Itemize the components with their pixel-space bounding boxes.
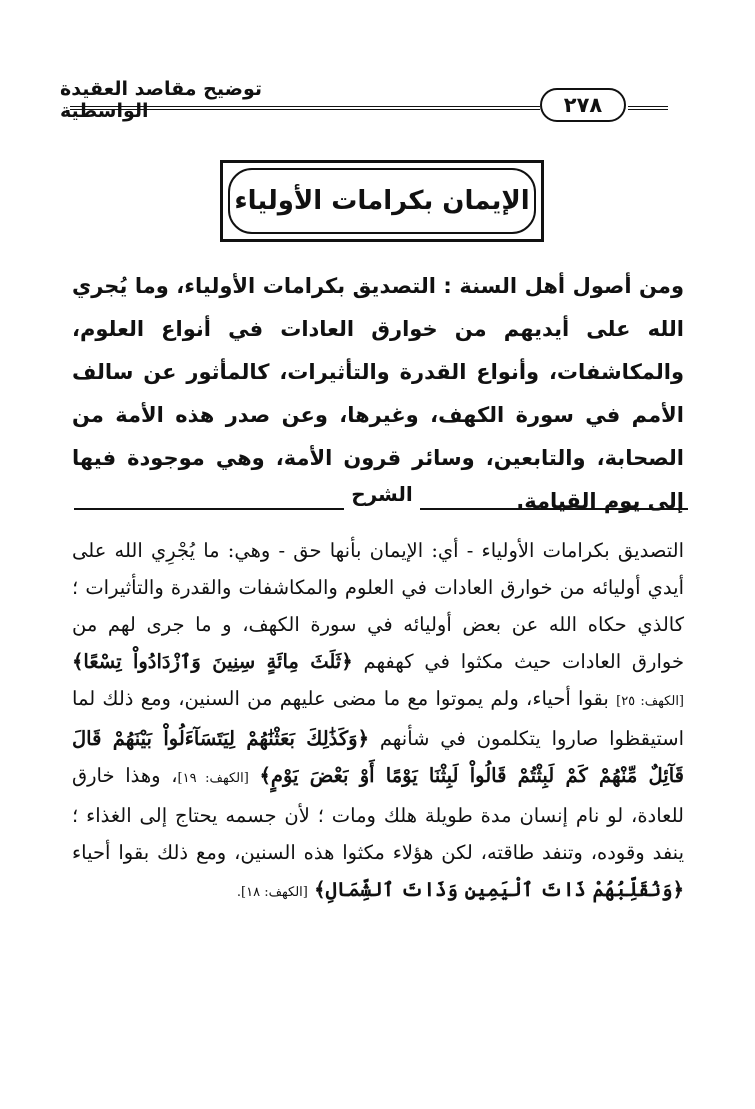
sharh-heading: الشرح: [351, 482, 413, 506]
sharh-divider-right: [420, 508, 688, 510]
sharh-divider-left: [74, 508, 344, 510]
verse-citation-2: [الكهف: ١٩]: [177, 771, 249, 786]
section-title-frame: [220, 160, 544, 242]
quran-verse-1: ﴿ثَلَثَ مِائَةٍ سِنِينَ وَٱزْدَادُواْ تِسْعًا﴾: [72, 650, 353, 673]
quran-verse-2: ﴿وَكَذَٰلِكَ بَعَثْنَٰهُمْ لِيَتَسَآءَلُواْ بَيْنَهُمْ قَالَ قَآئِلٌ مِّنْهُمْ كَمْ لَبِثْتُمْ قَالُواْ لَبِثْنَا يَوْمًا أَوْ بَعْضَ يَوْمٍ﴾: [72, 727, 684, 787]
header-rule-left: [70, 106, 540, 110]
sharh-text-3: ، وهذا خارق للعادة، لو نام إنسان مدة طويلة هلك ومات ؛ لأن جسمه يحتاج إلى الغذاء ؛ ينفد وقوده، وتنفد طاقته، لكن هؤلاء مكثوا هذه السنين، ومع ذلك بقوا أحياء: [72, 764, 684, 864]
header-rule-right: [628, 106, 668, 110]
matn-paragraph: ومن أصول أهل السنة : التصديق بكرامات الأولياء، وما يُجري الله على أيديهم من خوارق العادات في أنواع العلوم، والمكاشفات، وأنواع القدرة والتأثيرات، كالمأثور عن سالف الأمم في سورة الكهف، وغيرها، وعن صدر هذه الأمة من الصحابة، والتابعين، وسائر قرون الأمة، وهي موجودة فيها إلى يوم القيامة.: [72, 274, 684, 513]
verse-citation-3: [الكهف: ١٨].: [236, 885, 308, 900]
verse-citation-1: [الكهف: ٢٥]: [616, 694, 685, 709]
sharh-text-2: بقوا أحياء، ولم يموتوا مع ما مضى عليهم من السنين، ومع ذلك لما استيقظوا صاروا يتكلمون في شأنهم: [72, 687, 684, 750]
page-number-badge: ٢٧٨: [540, 88, 626, 122]
sharh-text-1: التصديق بكرامات الأولياء - أي: الإيمان بأنها حق - وهي: ما يُجْرِي الله على أيدي أوليائه من خوارق العادات في العلوم والمكاشفات والقدرة والتأثيرات ؛ كالذي حكاه الله عن بعض أوليائه في سورة الكهف، و ما جرى لهم من خوارق العادات حيث مكثوا في كهفهم: [72, 539, 685, 673]
running-header-title: توضيح مقاصد العقيدة الواسطية: [60, 78, 262, 122]
section-title: الإيمان بكرامات الأولياء: [228, 168, 536, 234]
sharh-paragraph: [72, 532, 684, 911]
quran-verse-3: ﴿وَنُقَلِّبُهُمْ ذَاتَ ٱلْيَمِينِ وَذَاتَ ٱلشِّمَالِ﴾: [314, 878, 684, 901]
